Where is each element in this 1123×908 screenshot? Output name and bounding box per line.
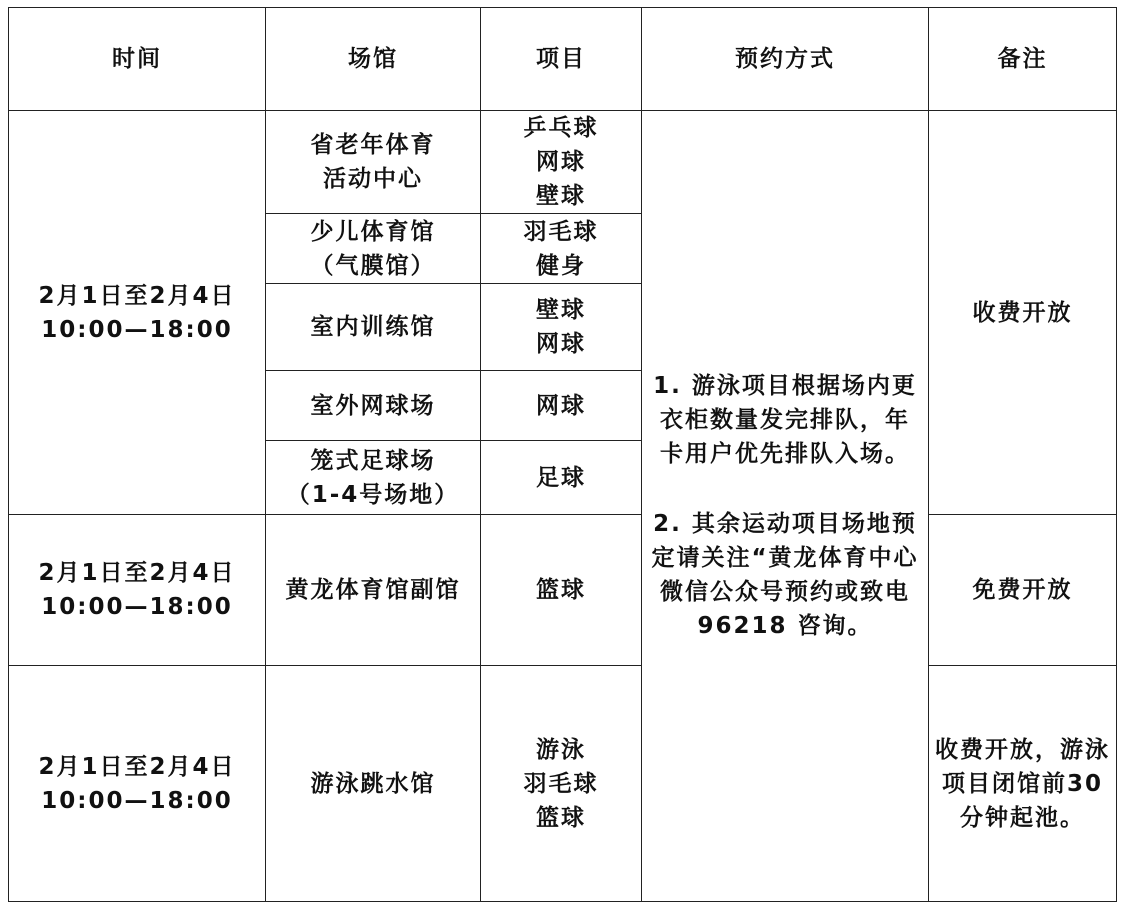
sport-cell: 乒乓球 网球 壁球 <box>481 111 642 214</box>
remark-cell: 收费开放 <box>929 111 1117 515</box>
header-time: 时间 <box>9 8 266 111</box>
venue-cell: 游泳跳水馆 <box>266 666 481 902</box>
time-cell: 2月1日至2月4日 10:00—18:00 <box>9 515 266 666</box>
table-row <box>9 666 1117 902</box>
venue-cell: 室外网球场 <box>266 371 481 441</box>
sport-cell: 游泳 羽毛球 篮球 <box>481 666 642 902</box>
sport-cell: 篮球 <box>481 515 642 666</box>
sport-cell: 网球 <box>481 371 642 441</box>
time-cell: 2月1日至2月4日 10:00—18:00 <box>9 111 266 515</box>
venue-cell: 笼式足球场 （1-4号场地） <box>266 441 481 515</box>
venue-cell: 少儿体育馆 （气膜馆） <box>266 214 481 284</box>
time-cell: 2月1日至2月4日 10:00—18:00 <box>9 666 266 902</box>
header-row <box>9 8 1117 111</box>
remark-cell: 收费开放，游泳项目闭馆前30分钟起池。 <box>929 666 1117 902</box>
booking-note-2: 2. 其余运动项目场地预定请关注“黄龙体育中心微信公众号预约或致电 96218 咨询。 <box>651 511 919 639</box>
booking-cell <box>642 111 929 902</box>
header-sport: 项目 <box>481 8 642 111</box>
booking-note-1: 1. 游泳项目根据场内更衣柜数量发完排队，年卡用户优先排队入场。 <box>653 373 917 467</box>
table-row <box>9 515 1117 666</box>
table-row <box>9 111 1117 214</box>
sport-cell: 足球 <box>481 441 642 515</box>
sport-cell: 壁球 网球 <box>481 284 642 371</box>
header-venue: 场馆 <box>266 8 481 111</box>
remark-cell: 免费开放 <box>929 515 1117 666</box>
venue-cell: 黄龙体育馆副馆 <box>266 515 481 666</box>
venue-cell: 室内训练馆 <box>266 284 481 371</box>
venue-cell: 省老年体育 活动中心 <box>266 111 481 214</box>
sport-cell: 羽毛球 健身 <box>481 214 642 284</box>
header-booking: 预约方式 <box>642 8 929 111</box>
schedule-table <box>8 7 1117 902</box>
header-remark: 备注 <box>929 8 1117 111</box>
